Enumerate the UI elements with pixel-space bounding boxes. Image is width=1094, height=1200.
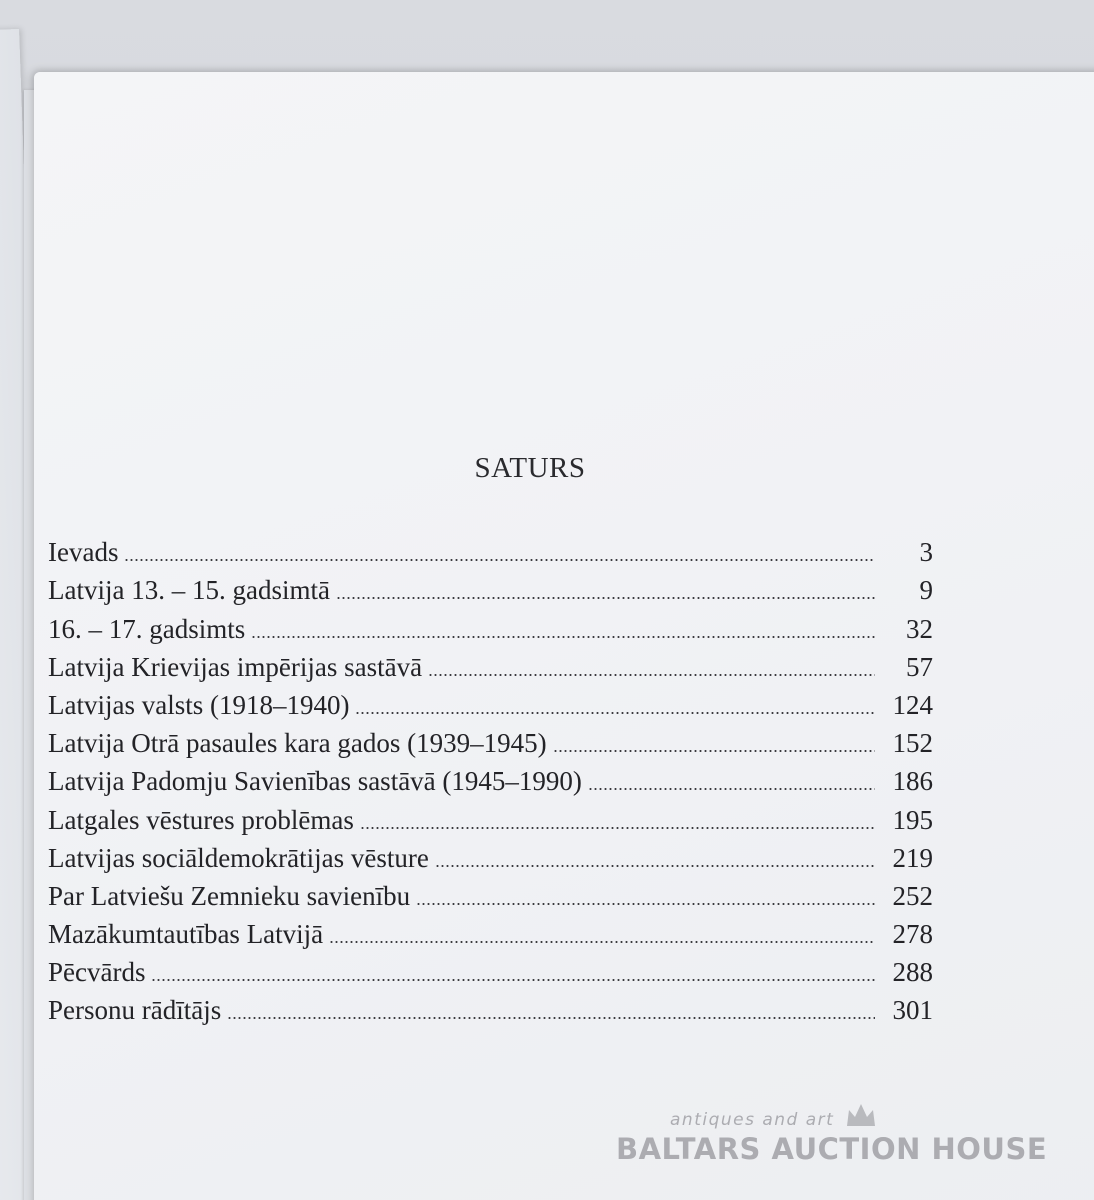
toc-title: SATURS: [474, 452, 586, 484]
toc-list: [48, 530, 933, 1026]
dot-leader: [124, 559, 875, 561]
toc-entry: [48, 721, 933, 759]
toc-entry: [48, 950, 933, 988]
dot-leader: [435, 865, 875, 867]
toc-entry-page: 124: [892, 689, 933, 720]
dot-leader: [553, 750, 875, 752]
dot-leader: [360, 827, 875, 829]
toc-entry: [48, 568, 933, 606]
toc-entry-label: Ievads: [48, 537, 119, 568]
toc-entry: [48, 759, 933, 797]
dot-leader: [336, 597, 875, 599]
toc-entry: [48, 874, 933, 912]
toc-entry-label: Latvija Padomju Savienības sastāvā (1945–1990): [48, 766, 582, 797]
dot-leader: [329, 941, 875, 943]
toc-entry-label: Latvija 13. – 15. gadsimtā: [48, 575, 330, 606]
toc-entry-label: Latgales vēstures problēmas: [48, 804, 354, 835]
toc-entry-page: 301: [892, 995, 933, 1026]
watermark-name: BALTARS AUCTION HOUSE: [616, 1132, 1048, 1166]
dot-leader: [428, 674, 875, 676]
toc-entry: [48, 797, 933, 835]
toc-entry-label: 16. – 17. gadsimts: [48, 613, 246, 644]
crown-icon: [844, 1100, 878, 1130]
dot-leader: [151, 979, 875, 981]
toc-entry-label: Personu rādītājs: [48, 995, 222, 1026]
toc-entry-page: 252: [892, 880, 933, 911]
toc-entry: [48, 683, 933, 721]
toc-entry-page: 32: [906, 613, 933, 644]
toc-entry-page: 3: [919, 537, 933, 568]
toc-entry-page: 9: [919, 575, 933, 606]
dot-leader: [227, 1017, 875, 1019]
toc-entry-page: 219: [892, 842, 933, 873]
toc-entry-label: Mazākumtautības Latvijā: [48, 919, 324, 950]
toc-entry-page: 186: [892, 766, 933, 797]
toc-entry-page: 195: [892, 804, 933, 835]
watermark-tagline: antiques and art: [670, 1110, 835, 1130]
toc-entry: [48, 988, 933, 1026]
toc-entry-page: 278: [892, 919, 933, 950]
toc-entry-label: Latvija Otrā pasaules kara gados (1939–1945): [48, 728, 547, 759]
toc-entry: [48, 836, 933, 874]
dot-leader: [251, 636, 875, 638]
toc-entry: [48, 645, 933, 683]
dot-leader: [416, 903, 875, 905]
dot-leader: [588, 788, 875, 790]
toc-entry-page: 288: [892, 957, 933, 988]
toc-entry-label: Latvija Krievijas impērijas sastāvā: [48, 651, 423, 682]
watermark: [616, 1106, 1048, 1176]
toc-entry-label: Par Latviešu Zemnieku savienību: [48, 880, 411, 911]
toc-entry: [48, 606, 933, 644]
toc-entry-label: Latvijas sociāldemokrātijas vēsture: [48, 842, 429, 873]
toc-entry: [48, 530, 933, 568]
toc-entry-label: Pēcvārds: [48, 957, 146, 988]
toc-entry-page: 152: [892, 728, 933, 759]
toc-entry: [48, 912, 933, 950]
toc-entry-page: 57: [906, 651, 933, 682]
dot-leader: [355, 712, 875, 714]
toc-entry-label: Latvijas valsts (1918–1940): [48, 689, 350, 720]
